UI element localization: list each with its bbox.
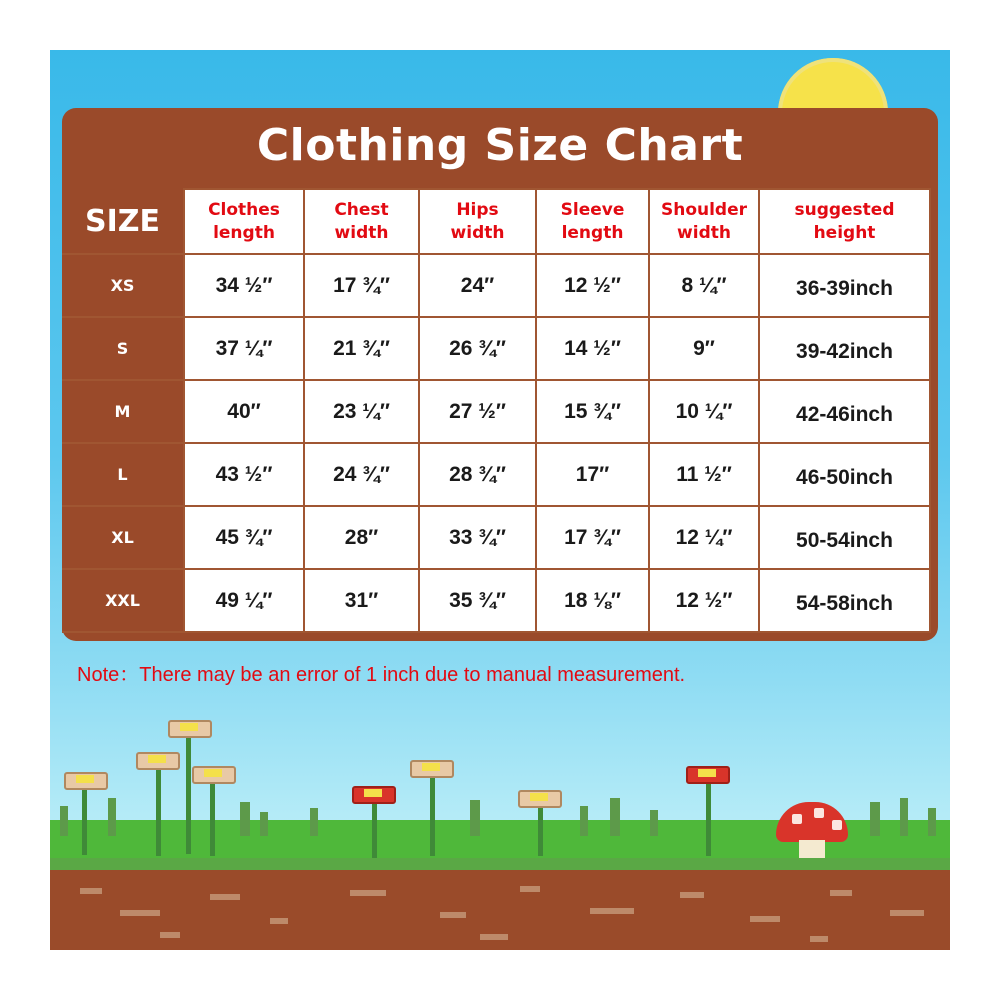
size-label: XL	[62, 506, 184, 569]
table-cell: 10 ¼″	[649, 380, 759, 443]
table-cell: 43 ½″	[184, 443, 304, 506]
table-row	[62, 317, 930, 380]
table-cell: 8 ¼″	[649, 254, 759, 317]
table-cell: 17 ¾″	[304, 254, 419, 317]
size-table	[62, 188, 931, 633]
column-header: Sleeve length	[536, 189, 649, 254]
table-row	[62, 443, 930, 506]
table-cell: 14 ½″	[536, 317, 649, 380]
table-cell: 12 ½″	[536, 254, 649, 317]
size-column-header: SIZE	[62, 189, 184, 254]
table-cell: 39-42inch	[759, 317, 930, 380]
column-header: Clothes length	[184, 189, 304, 254]
table-cell: 28 ¾″	[419, 443, 536, 506]
table-cell: 36-39inch	[759, 254, 930, 317]
column-header: Shoulder width	[649, 189, 759, 254]
background-scene	[50, 50, 950, 950]
size-chart-card	[62, 108, 938, 641]
size-label: M	[62, 380, 184, 443]
table-cell: 27 ½″	[419, 380, 536, 443]
table-cell: 42-46inch	[759, 380, 930, 443]
table-row	[62, 254, 930, 317]
size-label: S	[62, 317, 184, 380]
table-cell: 11 ½″	[649, 443, 759, 506]
table-row	[62, 380, 930, 443]
table-cell: 45 ¾″	[184, 506, 304, 569]
table-cell: 9″	[649, 317, 759, 380]
column-header: suggested height	[759, 189, 930, 254]
table-cell: 17″	[536, 443, 649, 506]
sun-graphic	[778, 58, 893, 110]
soil-strip	[50, 870, 950, 950]
chart-title: Clothing Size Chart	[256, 120, 744, 171]
table-cell: 18 ⅛″	[536, 569, 649, 632]
size-label: XS	[62, 254, 184, 317]
column-header: Chest width	[304, 189, 419, 254]
table-cell: 46-50inch	[759, 443, 930, 506]
table-cell: 54-58inch	[759, 569, 930, 632]
table-header-row	[62, 189, 930, 254]
table-cell: 40″	[184, 380, 304, 443]
table-cell: 17 ¾″	[536, 506, 649, 569]
table-cell: 33 ¾″	[419, 506, 536, 569]
grass-edge	[50, 858, 950, 870]
table-cell: 26 ¾″	[419, 317, 536, 380]
table-cell: 35 ¾″	[419, 569, 536, 632]
table-cell: 12 ¼″	[649, 506, 759, 569]
table-cell: 15 ¾″	[536, 380, 649, 443]
table-cell: 28″	[304, 506, 419, 569]
size-label: XXL	[62, 569, 184, 632]
column-header: Hips width	[419, 189, 536, 254]
table-cell: 31″	[304, 569, 419, 632]
table-row	[62, 506, 930, 569]
table-cell: 24 ¾″	[304, 443, 419, 506]
table-cell: 23 ¼″	[304, 380, 419, 443]
table-cell: 50-54inch	[759, 506, 930, 569]
table-cell: 12 ½″	[649, 569, 759, 632]
size-label: L	[62, 443, 184, 506]
table-cell: 21 ¾″	[304, 317, 419, 380]
table-cell: 37 ¼″	[184, 317, 304, 380]
table-cell: 34 ½″	[184, 254, 304, 317]
table-cell: 49 ¼″	[184, 569, 304, 632]
table-row	[62, 569, 930, 632]
table-cell: 24″	[419, 254, 536, 317]
measurement-note: Note：There may be an error of 1 inch due to manual measurement.	[77, 664, 686, 686]
